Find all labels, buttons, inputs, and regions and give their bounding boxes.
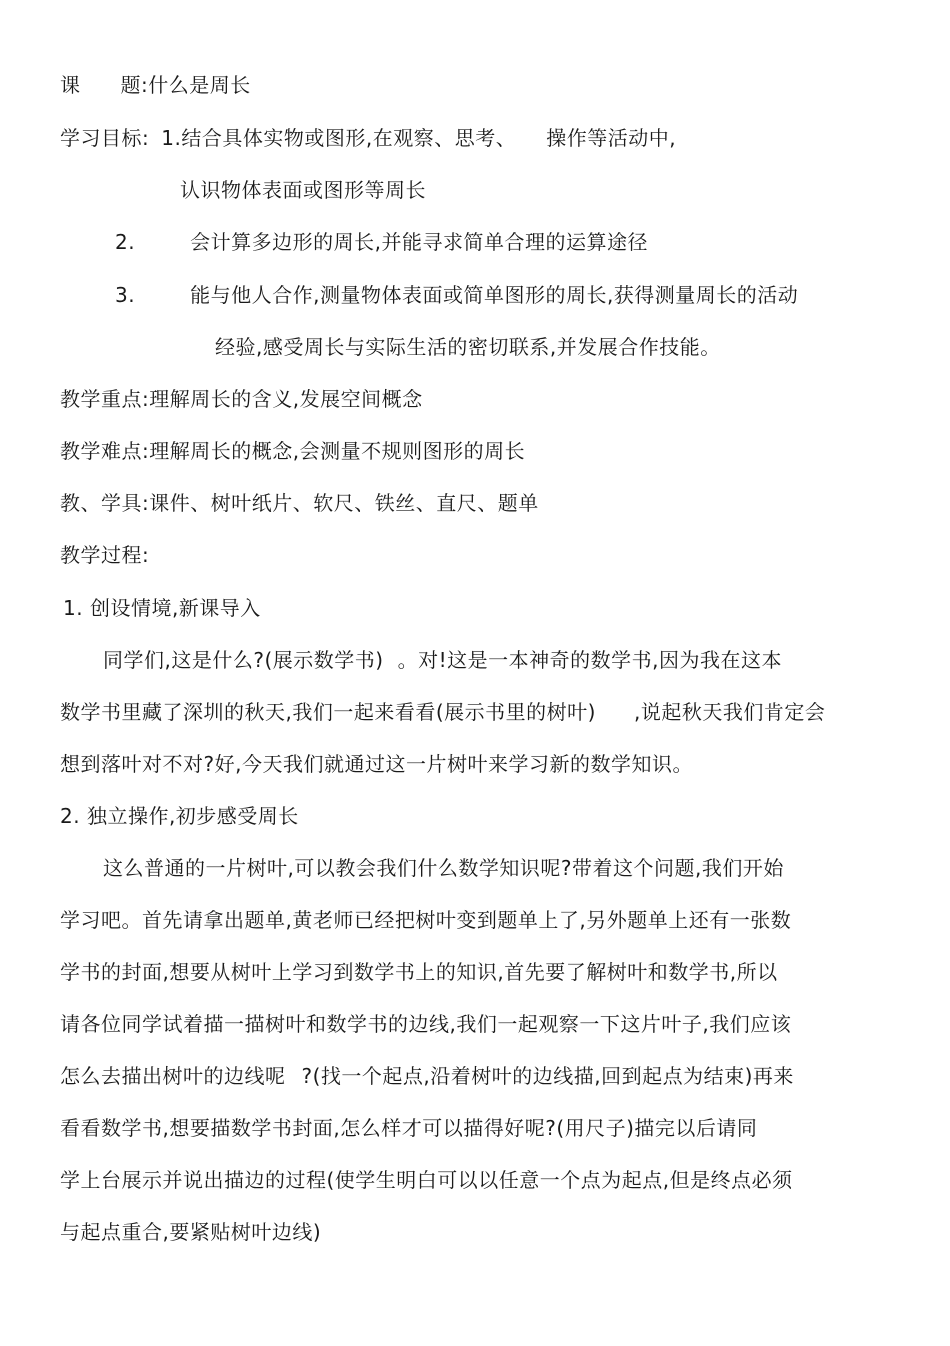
goal-2-line: [115, 229, 648, 255]
s1-l1-a: 同学们,这是什么?(展示数学书): [103, 648, 384, 672]
goal-1-continuation: [180, 177, 426, 203]
s1-l2-b: ,说起秋天我们肯定会: [633, 700, 826, 724]
goal-2-number: 2.: [115, 230, 136, 254]
goal-1-line: [60, 125, 676, 151]
topic-line: [60, 72, 251, 98]
section-2-line-7: 学上台展示并说出描边的过程(使学生明白可以以任意一个点为起点,但是终点必须: [60, 1168, 793, 1192]
section-2-line-1: 这么普通的一片树叶,可以教会我们什么数学知识呢?带着这个问题,我们开始: [103, 856, 784, 880]
s2-l5-a: 怎么去描出树叶的边线呢: [60, 1064, 286, 1088]
section-2-heading: 2. 独立操作,初步感受周长: [60, 804, 299, 828]
section-2-line-8: 与起点重合,要紧贴树叶边线): [60, 1220, 322, 1244]
key-point-line: 教学重点:理解周长的含义,发展空间概念: [60, 387, 423, 411]
section-1-para-line-2: [60, 699, 825, 725]
goal-3-continuation: [215, 334, 721, 360]
section-1-para-line-1: [103, 647, 782, 673]
section-2-line-6: 看看数学书,想要描数学书封面,怎么样才可以描得好呢?(用尺子)描完以后请同: [60, 1116, 758, 1140]
topic-value: 什么是周长: [148, 73, 251, 97]
goal-3-line: [115, 282, 798, 308]
section-2-line-5: [60, 1063, 794, 1089]
goal-3-cont-text: 经验,感受周长与实际生活的密切联系,并发展合作技能。: [215, 335, 721, 359]
section-2-line-2: 学习吧。首先请拿出题单,黄老师已经把树叶变到题单上了,另外题单上还有一张数: [60, 908, 792, 932]
topic-label-2: 题:: [120, 73, 149, 97]
goal-1-number: 1.: [161, 126, 182, 150]
goal-2-text: 会计算多边形的周长,并能寻求简单合理的运算途径: [190, 230, 648, 254]
section-1-heading: 1. 创设情境,新课导入: [63, 596, 261, 620]
goals-label: 学习目标:: [60, 126, 150, 150]
process-label: 教学过程:: [60, 543, 150, 567]
tools-line: 教、学具:课件、树叶纸片、软尺、铁丝、直尺、题单: [60, 491, 539, 515]
goal-1-text-part1: 结合具体实物或图形,在观察、思考、: [181, 126, 517, 150]
difficulty-line: 教学难点:理解周长的概念,会测量不规则图形的周长: [60, 439, 526, 463]
topic-label-1: 课: [60, 73, 81, 97]
goal-1-text-part2: 操作等活动中,: [546, 126, 677, 150]
goal-3-number: 3.: [115, 283, 136, 307]
section-2-line-3: 学书的封面,想要从树叶上学习到数学书上的知识,首先要了解树叶和数学书,所以: [60, 960, 778, 984]
s2-l5-b: ?(找一个起点,沿着树叶的边线描,回到起点为结束)再来: [301, 1064, 794, 1088]
goal-1-cont-text: 认识物体表面或图形等周长: [180, 178, 426, 202]
s1-l1-b: 。对!这是一本神奇的数学书,因为我在这本: [397, 648, 782, 672]
s1-l2-a: 数学书里藏了深圳的秋天,我们一起来看看(展示书里的树叶): [60, 700, 596, 724]
section-1-para-line-3: 想到落叶对不对?好,今天我们就通过这一片树叶来学习新的数学知识。: [60, 752, 693, 776]
section-2-line-4: 请各位同学试着描一描树叶和数学书的边线,我们一起观察一下这片叶子,我们应该: [60, 1012, 792, 1036]
goal-3-text: 能与他人合作,测量物体表面或简单图形的周长,获得测量周长的活动: [190, 283, 799, 307]
